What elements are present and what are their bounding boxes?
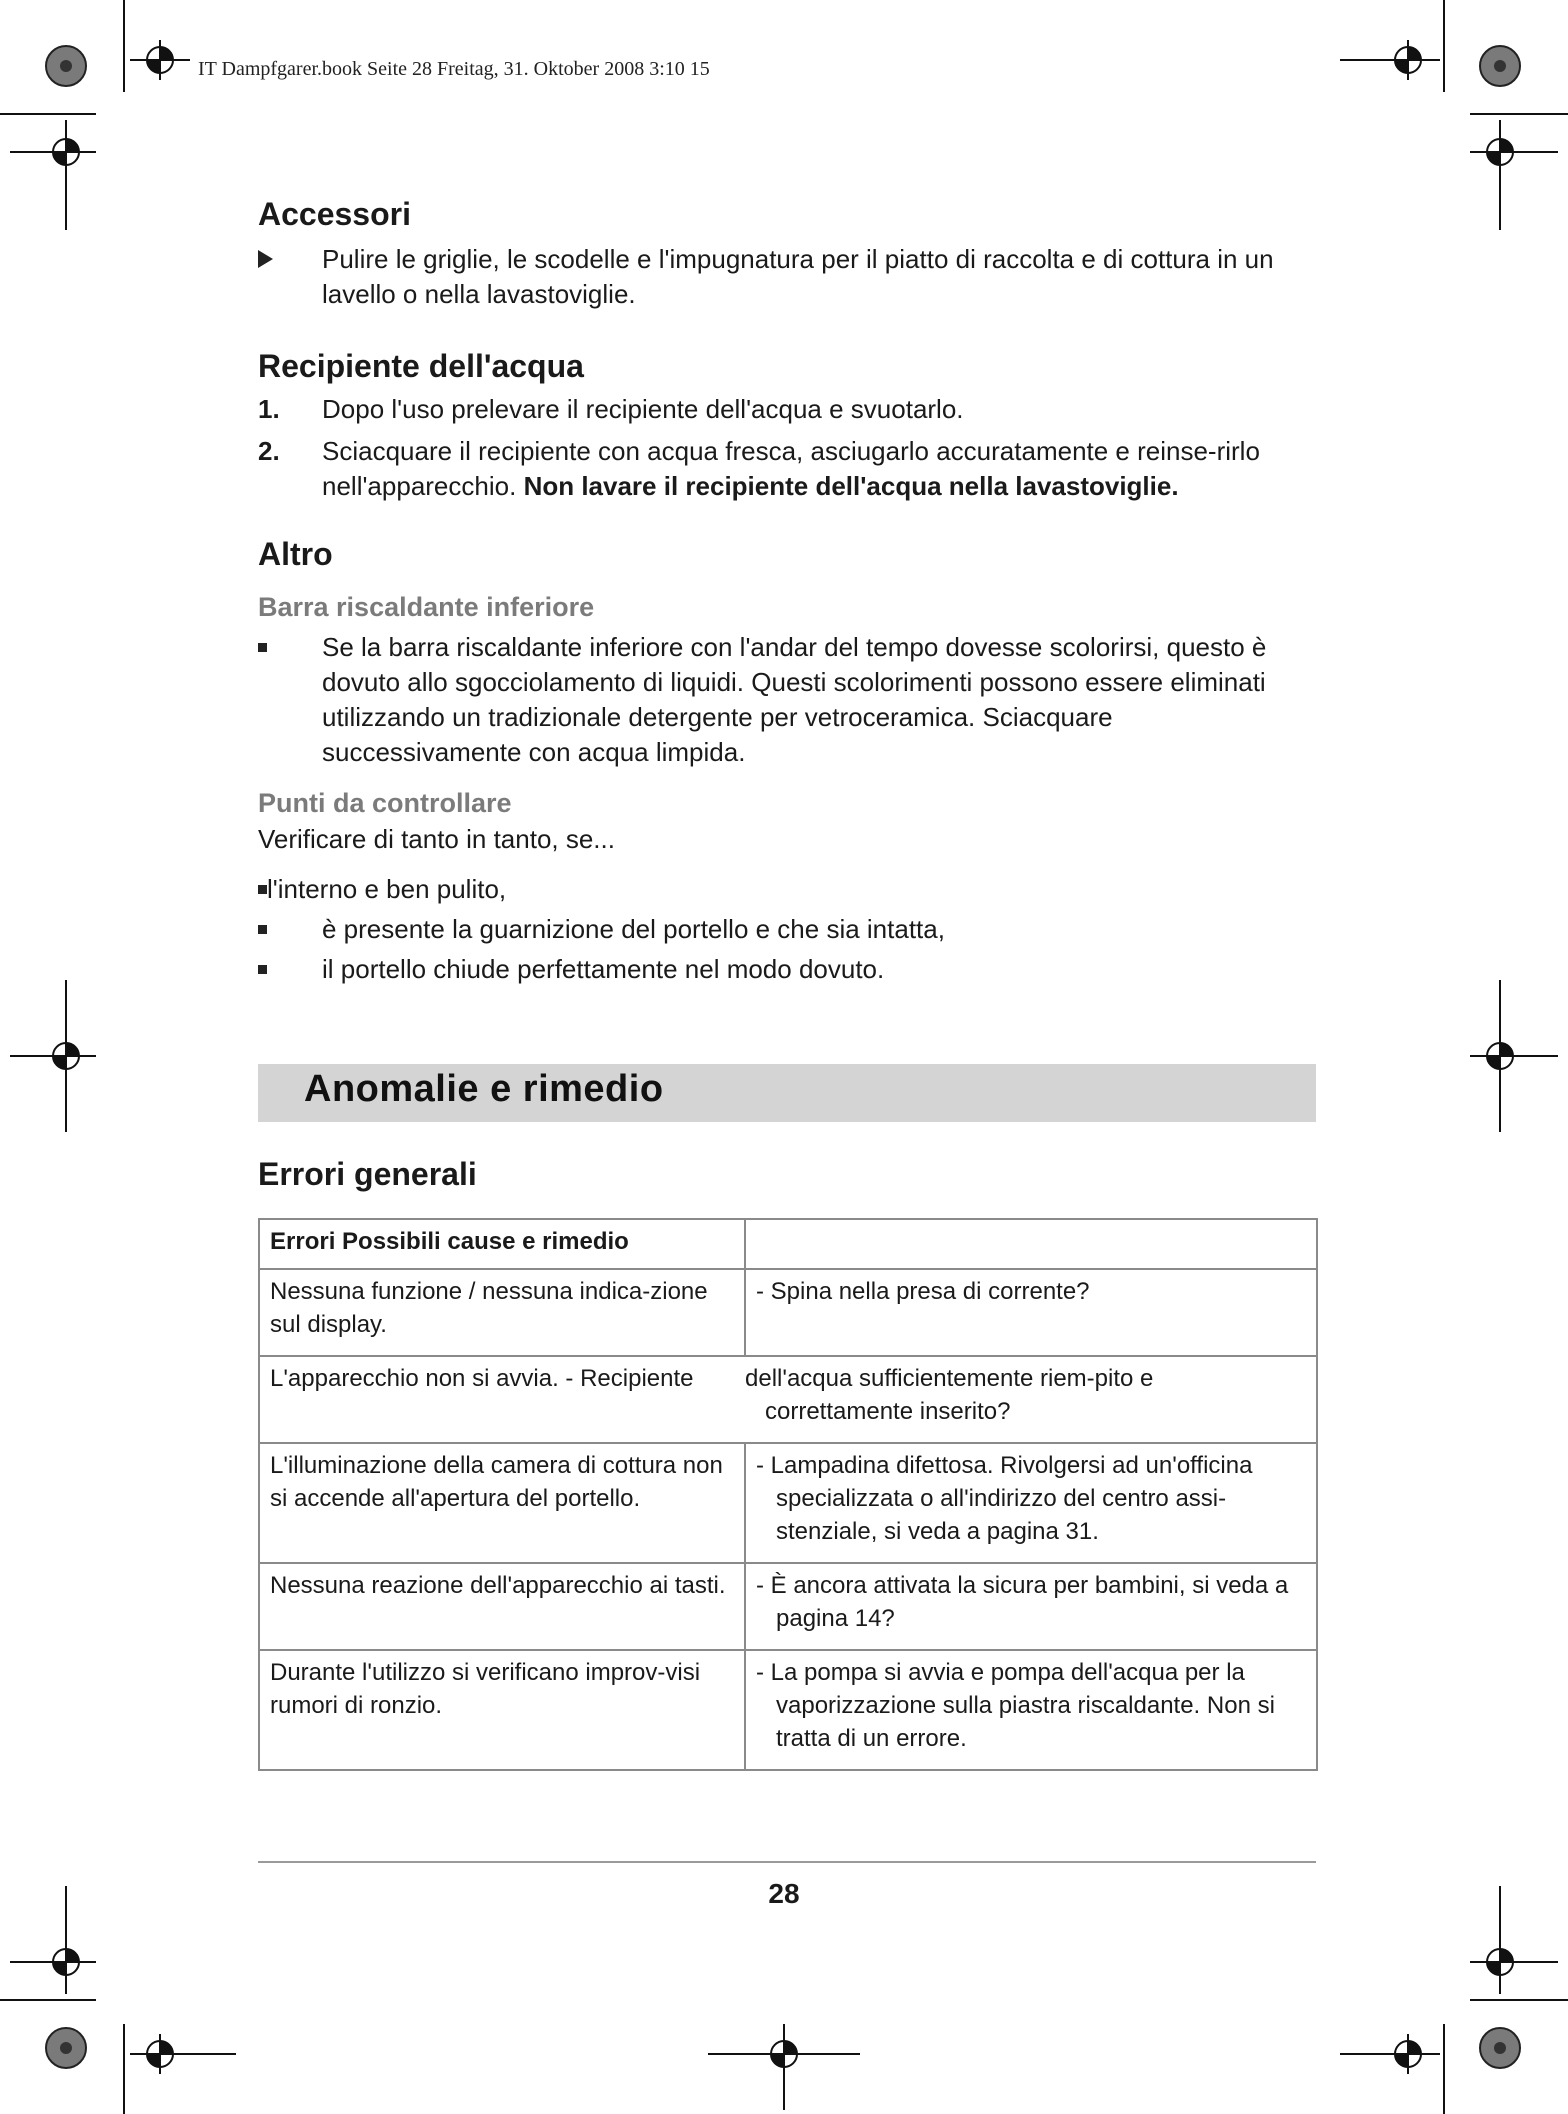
section-title: Altro — [258, 536, 333, 572]
table-row — [259, 1443, 1317, 1563]
step-text — [322, 434, 1318, 504]
list-item-text: Se la barra riscaldante inferiore con l'andar del tempo dovesse scolorirsi, questo è dovuto allo sgocciolamento di liquidi. Questi scolorimenti possono essere eliminati utilizzando un tradizionale detergente per vetroceramica. Sciacquare successivamente con acqua limpida. — [322, 632, 1267, 767]
subsection-title: Barra riscaldante inferiore — [258, 592, 595, 622]
print-header: IT Dampfgarer.book Seite 28 Freitag, 31. Oktober 2008 3:10 15 — [198, 58, 710, 80]
error-cell: L'apparecchio non si avvia. - Recipiente — [259, 1356, 745, 1443]
remedy-cell — [745, 1563, 1317, 1650]
color-target-icon — [46, 2028, 86, 2068]
subsection-title: Punti da controllare — [258, 788, 512, 818]
remedy-cell — [745, 1269, 1317, 1356]
table-row — [259, 1356, 1317, 1443]
numbered-step — [258, 392, 1318, 427]
step-text: Dopo l'uso prelevare il recipiente dell'acqua e svuotarlo. — [322, 394, 964, 424]
square-bullet-icon — [258, 885, 267, 894]
remedy-cell — [745, 1356, 1317, 1443]
table-row — [259, 1650, 1317, 1770]
altro-section — [258, 536, 1318, 984]
step-number: 2. — [258, 436, 280, 466]
remedy-text: - Spina nella presa di corrente? — [756, 1278, 1090, 1305]
table-row — [259, 1563, 1317, 1650]
accessori-section — [258, 196, 1318, 309]
table-row — [259, 1269, 1317, 1356]
list-item-text: è presente la guarnizione del portello e che sia intatta, — [322, 914, 945, 944]
list-item — [258, 242, 1318, 312]
remedy-cell — [745, 1443, 1317, 1563]
chapter-banner — [258, 1064, 1316, 1122]
errors-table — [258, 1218, 1318, 1771]
color-target-icon — [46, 46, 86, 86]
error-cell: Nessuna reazione dell'apparecchio ai tasti. — [259, 1563, 745, 1650]
step-text-plain: Sciacquare il recipiente con acqua fresca, asciugarlo accuratamente e reinse-rirlo nell'apparecchio. — [322, 436, 1260, 501]
error-cell: Durante l'utilizzo si verificano improv-visi rumori di ronzio. — [259, 1650, 745, 1770]
section-title: Recipiente dell'acqua — [258, 348, 584, 384]
table-header-cell: Errori Possibili cause e rimedio — [259, 1219, 745, 1269]
section-title: Errori generali — [258, 1156, 477, 1192]
recipiente-section — [258, 348, 1318, 501]
color-target-icon — [1480, 2028, 1520, 2068]
list-item-text: l'interno e ben pulito, — [267, 874, 507, 904]
list-item — [258, 912, 1318, 947]
square-bullet-icon — [258, 630, 298, 665]
list-item-text: il portello chiude perfettamente nel modo dovuto. — [322, 954, 885, 984]
table-header-cell — [745, 1219, 1317, 1269]
page-number: 28 — [768, 1878, 800, 1909]
error-cell: L'illuminazione della camera di cottura non si accende all'apertura del portello. — [259, 1443, 745, 1563]
list-item — [258, 952, 1318, 987]
color-target-icon — [1480, 46, 1520, 86]
remedy-text: - La pompa si avvia e pompa dell'acqua per la vaporizzazione sulla piastra riscaldante. Non si tratta di un errore. — [756, 1659, 1275, 1752]
error-cell: Nessuna funzione / nessuna indica-zione sul display. — [259, 1269, 745, 1356]
remedy-text: - È ancora attivata la sicura per bambini, si veda a pagina 14? — [756, 1572, 1289, 1632]
square-bullet-icon — [258, 912, 298, 947]
list-item-text: Pulire le griglie, le scodelle e l'impugnatura per il piatto di raccolta e di cottura in un lavello o nella lavastoviglie. — [322, 244, 1274, 309]
list-item — [258, 872, 1318, 907]
chapter-title: Anomalie e rimedio — [304, 1068, 664, 1110]
square-bullet-icon — [258, 952, 298, 987]
triangle-bullet-icon — [258, 242, 298, 277]
footer-divider — [258, 1861, 1316, 1863]
step-number: 1. — [258, 394, 280, 424]
remedy-text: dell'acqua sufficientemente riem-pito e correttamente inserito? — [745, 1365, 1154, 1425]
step-warning: Non lavare il recipiente dell'acqua nella lavastoviglie. — [523, 471, 1179, 501]
list-item — [258, 630, 1318, 770]
remedy-text: - Lampadina difettosa. Rivolgersi ad un'officina specializzata o all'indirizzo del centro assi-stenziale, si veda a pagina 31. — [756, 1452, 1253, 1545]
numbered-step — [258, 434, 1318, 504]
remedy-cell — [745, 1650, 1317, 1770]
table-header-row — [259, 1219, 1317, 1269]
intro-text: Verificare di tanto in tanto, se... — [258, 824, 615, 854]
section-title: Accessori — [258, 196, 411, 232]
